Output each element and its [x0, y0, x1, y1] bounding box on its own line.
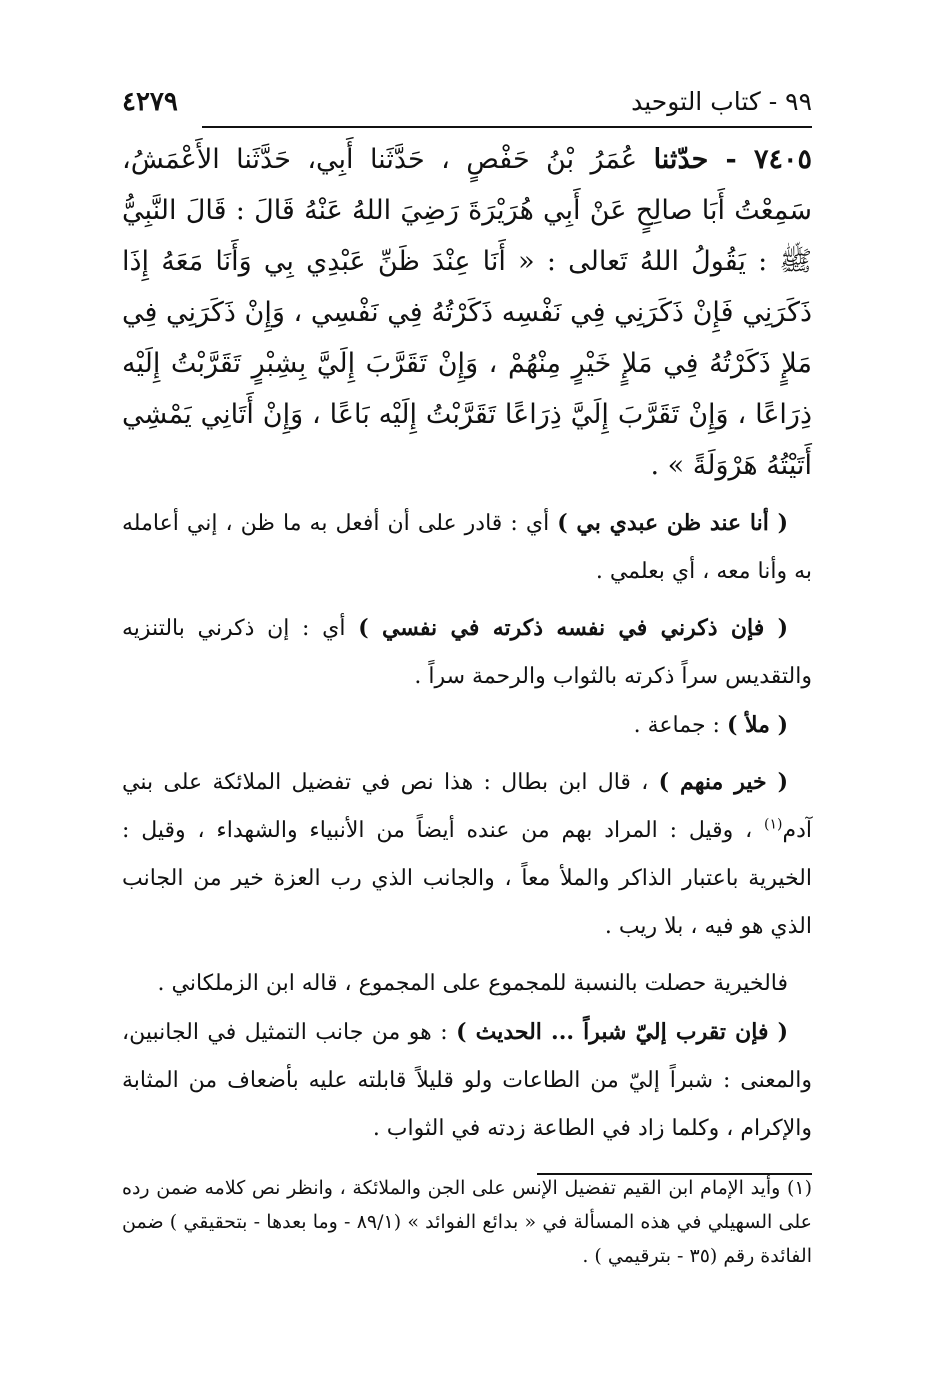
commentary-paragraph [122, 758, 812, 951]
commentary-lemma: ( خير منهم ) [658, 769, 788, 795]
commentary-text: أي : إن ذكرني بالتنزيه والتقديس سراً ذكرته بالثواب والرحمة سراً . [122, 616, 812, 689]
footnote: (١) وأيد الإمام ابن القيم تفضيل الإنس على الجن والملائكة ، وانظر نص كلامه ضمن رده على السهيلي في هذه المسألة في « بدائع الفوائد » (٨٩/١ - وما بعدها - بتحقيقي ) ضمن الفائدة رقم (٣٥ - بترقيمي ) . [122, 1177, 812, 1267]
hadith-number: ٧٤٠٥ [753, 144, 812, 175]
commentary-text: ، وقيل : المراد بهم من عنده أيضاً من الأنبياء والشهداء ، وقيل : الخيرية باعتبار الذاكر والملأ معاً ، والجانب الذي رب العزة خير من الجانب الذي هو فيه ، بلا ريب . [122, 818, 812, 939]
commentary-text: أي : قادر على أن أفعل به ما ظن ، إني أعامله به وأنا معه ، أي بعلمي . [122, 511, 812, 584]
footnote-rule [537, 1173, 812, 1175]
commentary-paragraph [122, 701, 812, 750]
page-number: ٤٢٧٩ [122, 87, 178, 117]
page-header [122, 84, 812, 128]
commentary-text: : هو من جانب التمثيل في الجانبين، والمعنى : شبراً إليّ من الطاعات ولو قليلاً قابلته عليه بأضعاف من المثابة والإكرام ، وكلما زاد في الطاعة زدته في الثواب . [122, 1020, 812, 1141]
commentary-text: فالخيرية حصلت بالنسبة للمجموع على المجموع ، قاله ابن الزملكاني . [157, 971, 788, 996]
hadith-body: عُمَرُ بْنُ حَفْصٍ ، حَدَّثَنا أَبِي، حَدَّثَنا الأَعْمَشُ، سَمِعْتُ أَبَا صالِحٍ عَنْ أَبِي هُرَيْرَةَ رَضِيَ اللهُ عَنْهُ قَالَ : قَالَ النَّبِيُّ ﷺ : يَقُولُ اللهُ تَعالى : « أَنَا عِنْدَ ظَنِّ عَبْدِي بِي وَأَنَا مَعَهُ إِذَا ذَكَرَنِي فَإِنْ ذَكَرَنِي فِي نَفْسِه ذَكَرْتُهُ فِي نَفْسِي ، وَإِنْ ذَكَرَنِي فِي مَلإٍ ذَكَرْتُهُ فِي مَلإٍ خَيْرٍ مِنْهُمْ ، وَإِنْ تَقَرَّبَ إِلَيَّ بِشِبْرٍ تَقَرَّبْتُ إِلَيْه ذِرَاعًا ، وَإِنْ تَقَرَّبَ إِلَيَّ ذِرَاعًا تَقَرَّبْتُ إِلَيْه بَاعًا ، وَإِنْ أَتَانِي يَمْشِي أَتَيْتُهُ هَرْوَلَةً » . [122, 144, 812, 481]
running-title: ٩٩ - كتاب التوحيد [631, 87, 812, 116]
commentary-lemma: ( فإن تقرب إليّ شبراً ... الحديث ) [456, 1019, 789, 1045]
header-rule [202, 126, 812, 128]
commentary-text: ، قال ابن بطال : هذا نص في تفضيل الملائكة على بني آدم [122, 770, 812, 843]
hadith-dash: - [708, 144, 754, 175]
commentary-lemma: ( أنا عند ظن عبدي بي ) [557, 510, 788, 536]
footnote-separator [122, 1153, 812, 1171]
hadith-text [122, 134, 812, 491]
commentary-lemma: ( فإن ذكرني في نفسه ذكرته في نفسي ) [358, 615, 788, 641]
commentary-paragraph [122, 959, 812, 1008]
hadith-lead: حدّثنا [653, 144, 709, 175]
commentary-lemma: ( ملأ ) [726, 712, 788, 738]
commentary-text: : جماعة . [633, 713, 727, 738]
footnote-ref[interactable]: (١) [764, 816, 783, 833]
commentary-paragraph [122, 1008, 812, 1153]
book-page [122, 84, 812, 1273]
commentary-paragraph [122, 499, 812, 596]
commentary-paragraph [122, 604, 812, 701]
